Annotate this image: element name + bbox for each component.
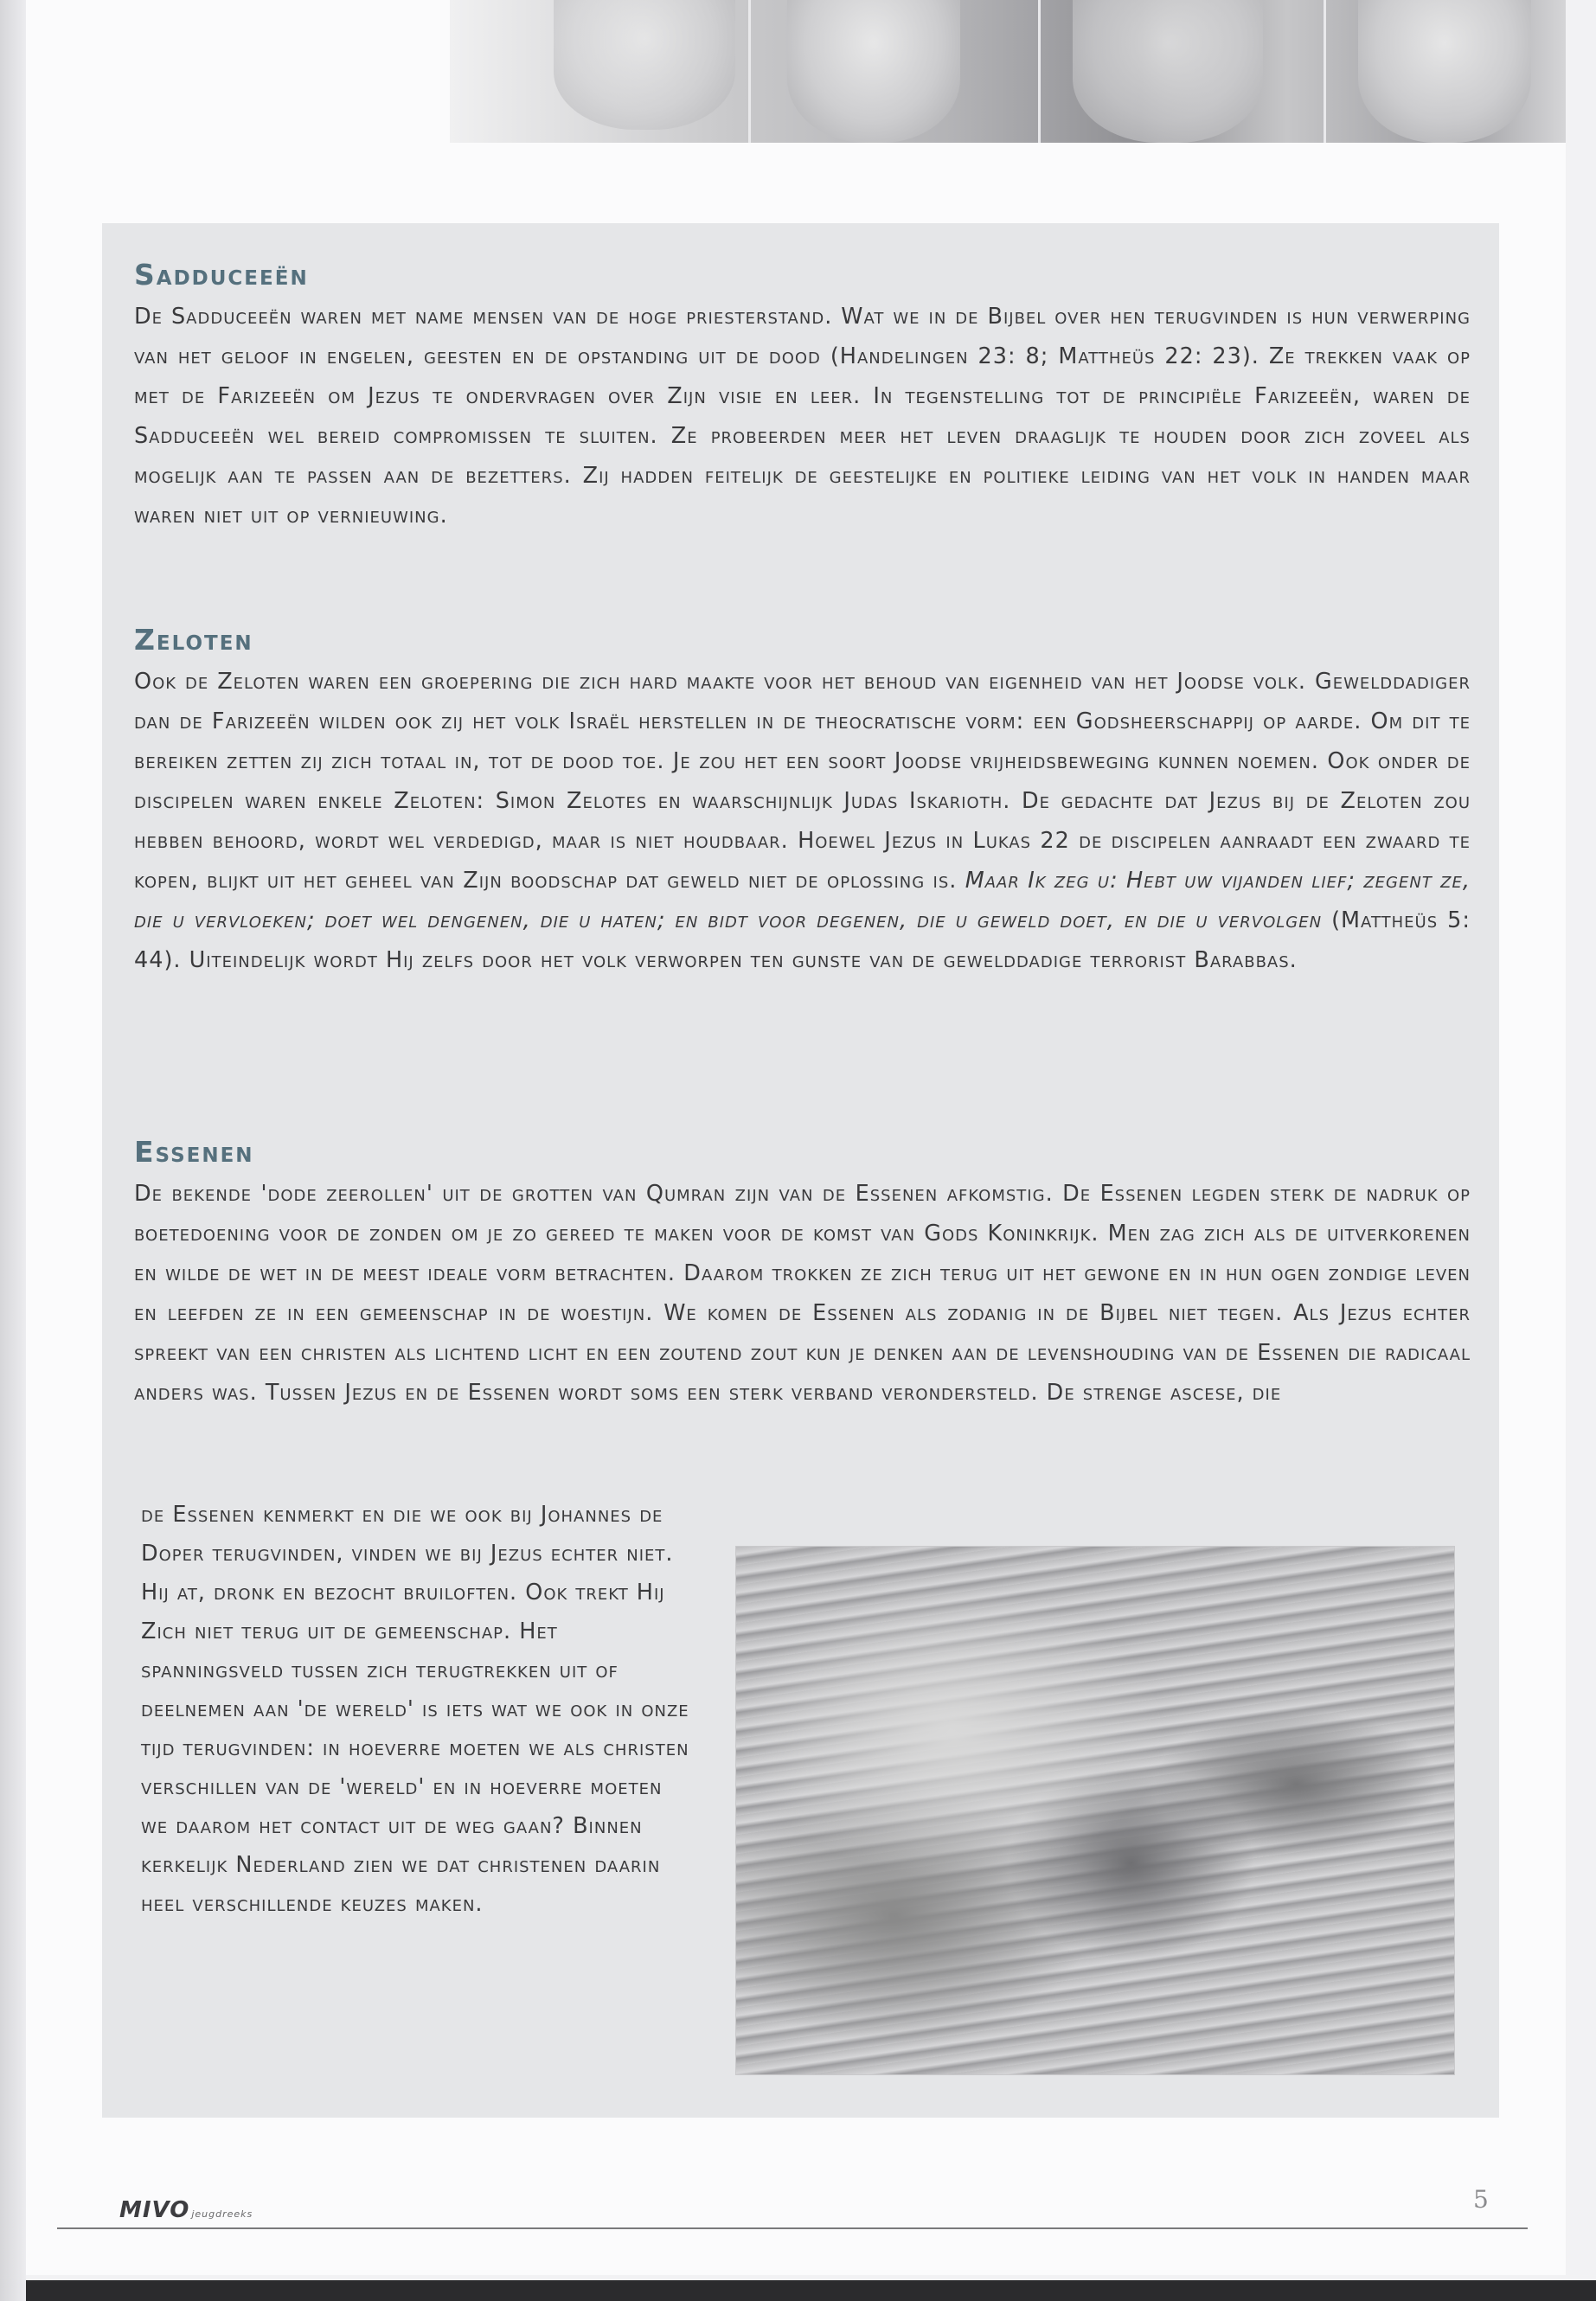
section-body: De bekende 'dode zeerollen' uit de grotten van Qumran zijn van de Essenen afkomstig. De Essenen legden sterk de nadruk op boetedoening voor de zonden om je zo gereed te maken voor de komst van Gods Koninkrijk. Men zag zich als de uitverkorenen en wilde de wet in de meest ideale vorm betrachten. Daarom trokken ze zich terug uit het gewone en in hun ogen zondige leven en leefden ze in een gemeenschap in de woestijn. We komen de Essenen als zodanig in de Bijbel niet tegen. Als Jezus echter spreekt van een christen als lichtend licht en een zoutend zout kun je denken aan de levenshouding van de Essenen die radicaal anders was. Tussen Jezus en de Essenen wordt soms een sterk verband verondersteld. De strenge ascese, die: [134, 1181, 1471, 1406]
logo-text: MIVO: [119, 2197, 190, 2223]
section-zeloten: [134, 623, 1471, 980]
logo-subtitle: jeugdreeks: [191, 2208, 253, 2220]
section-sadduceeen: [134, 258, 1471, 535]
section-body: De Sadduceeën waren met name mensen van de hoge priesterstand. Wat we in de Bijbel over hen terugvinden is hun verwerping van het geloof in engelen, geesten en de opstanding uit de dood (Handelingen 23: 8; Mattheüs 22: 23). Ze trekken vaak op met de Farizeeën om Jezus te ondervragen over Zijn visie en leer. In tegenstelling tot de principiële Farizeeën, waren de Sadduceeën wel bereid compromissen te sluiten. Ze probeerden meer het leven draaglijk te houden door zich zoveel als mogelijk aan te passen aan de bezetters. Zij hadden feitelijk de geestelijke en politieke leiding van het volk in handen maar waren niet uit op vernieuwing.: [134, 304, 1471, 529]
section-heading: Zeloten: [134, 623, 253, 657]
body-text: Ook de Zeloten waren een groepering die zich hard maakte voor het behoud van eigenheid van het Joodse volk. Gewelddadiger dan de Farizeeën wilden ook zij het volk Israël herstellen in de theocratische vorm: een Godsheerschappij op aarde. Om dit te bereiken zetten zij zich totaal in, tot de dood toe. Je zou het een soort Joodse vrijheidsbeweging kunnen noemen. Ook onder de discipelen waren enkele Zeloten: Simon Zelotes en waarschijnlijk Judas Iskarioth. De gedachte dat Jezus bij de Zeloten zou hebben behoord, wordt wel verdedigd, maar is niet houdbaar. Hoewel Jezus in Lukas 22 de discipelen aanraadt een zwaard te kopen, blijkt uit het geheel van Zijn boodschap dat geweld niet de oplossing is.: [134, 669, 1471, 894]
page-number: 5: [1473, 2185, 1489, 2214]
qumran-caves-photo: [735, 1546, 1455, 2075]
section-heading: Essenen: [134, 1135, 254, 1169]
section-body-continued: de Essenen kenmerkt en die we ook bij Johannes de Doper terugvinden, vinden we bij Jezus echter niet. Hij at, dronk en bezocht bruiloften. Ook trekt Hij Zich niet terug uit de gemeenschap. Het spanningsveld tussen zich terugtrekken uit of deelnemen aan 'de wereld' is iets wat we ook in onze tijd terugvinden: in hoeverre moeten we als christen verschillen van de 'wereld' en in hoeverre moeten we daarom het contact uit de weg gaan? Binnen kerkelijk Nederland zien we dat christenen daarin heel verschillende keuzes maken.: [141, 1502, 689, 1917]
section-heading: Sadduceeën: [134, 258, 309, 292]
page-binding: [0, 0, 26, 2301]
publisher-logo: [119, 2197, 253, 2223]
section-body: [134, 662, 1471, 980]
section-essenen: [134, 1135, 1471, 1413]
bible-quote: Maar Ik zeg u: Hebt uw vijanden lief; zegent ze, die u vervloeken; doet wel dengenen, die u haten; en bidt voor degenen, die u geweld doet, en die u vervolgen: [134, 868, 1471, 933]
header-photo-strip: [450, 0, 1566, 143]
body-text: (Mattheüs 5: 44). Uiteindelijk wordt Hij zelfs door het volk verworpen ten gunste van de gewelddadige terrorist Barabbas.: [134, 907, 1471, 973]
footer-rule: [57, 2227, 1528, 2229]
page-bottom-edge: [26, 2280, 1596, 2301]
